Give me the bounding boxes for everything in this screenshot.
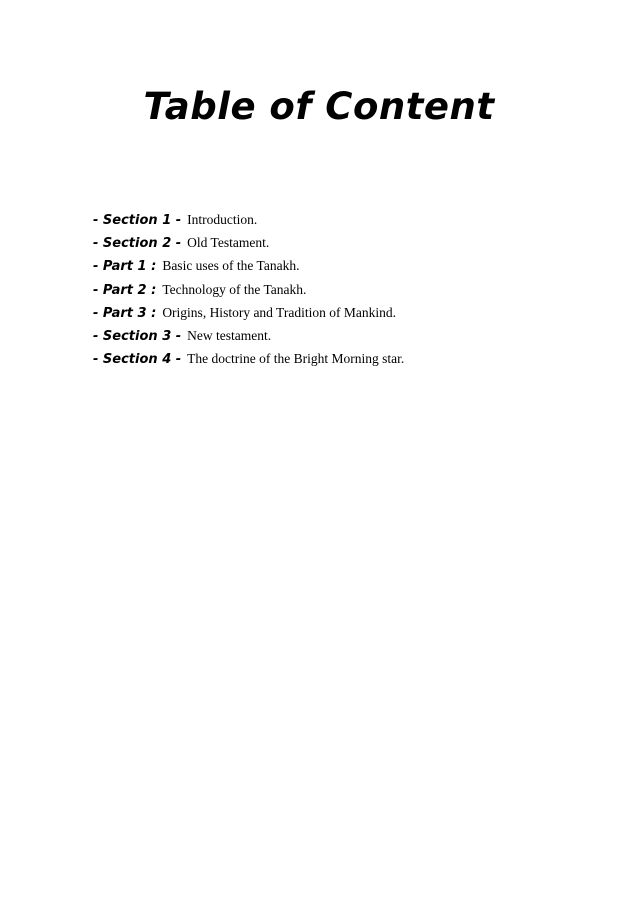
toc-entry-label: - Section 4 - <box>93 352 182 368</box>
toc-entry-part-2 <box>93 282 613 305</box>
toc-entry-text: Technology of the Tanakh. <box>162 281 307 297</box>
toc-entry-section-3 <box>93 328 613 351</box>
toc-entry-section-4 <box>93 351 613 374</box>
toc-entry-text: Old Testament. <box>187 235 270 251</box>
toc-entry-text: Origins, History and Tradition of Mankind. <box>162 304 396 320</box>
toc-entry-text: Basic uses of the Tanakh. <box>162 258 300 274</box>
toc-entry-text: The doctrine of the Bright Morning star. <box>187 351 405 367</box>
toc-entry-section-1 <box>93 212 613 235</box>
toc-entry-label: - Section 3 - <box>93 328 182 344</box>
toc-entry-label: - Part 2 : <box>93 282 157 298</box>
toc-entry-section-2 <box>93 235 613 258</box>
toc-entry-part-3 <box>93 305 613 328</box>
toc-entry-label: - Section 1 - <box>93 213 182 228</box>
toc-entry-label: - Part 1 : <box>93 259 157 275</box>
toc-entry-text: Introduction. <box>187 212 258 227</box>
toc-entry-label: - Section 2 - <box>93 236 182 252</box>
toc-entry-label: - Part 3 : <box>93 305 157 321</box>
page-title: Table of Content <box>143 85 495 128</box>
table-of-contents <box>93 212 613 374</box>
toc-entry-part-1 <box>93 258 613 281</box>
toc-entry-text: New testament. <box>187 327 272 343</box>
